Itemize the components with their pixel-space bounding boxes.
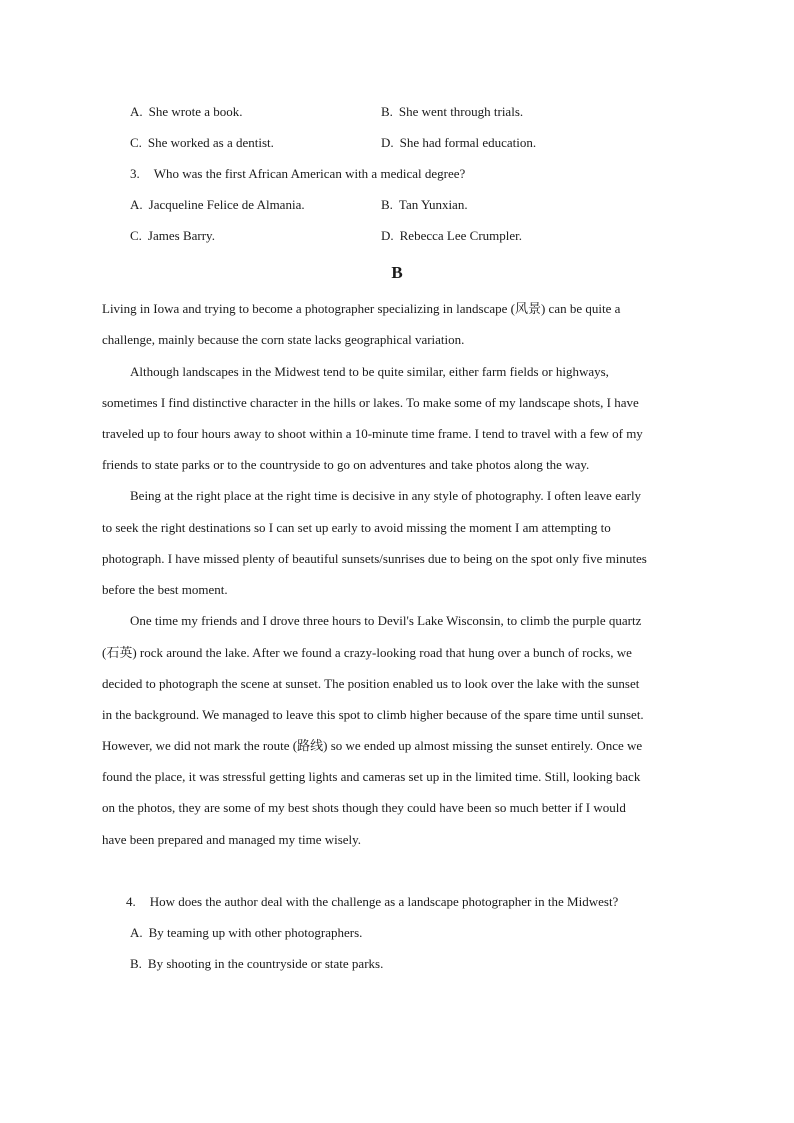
passage-line: have been prepared and managed my time wisely.: [102, 832, 362, 847]
passage-line: Being at the right place at the right time is decisive in any style of photography. I often leave early: [130, 488, 642, 503]
q3-option-b: [381, 196, 468, 214]
question-3: [130, 165, 465, 183]
question-number: 3.: [130, 166, 140, 181]
option-letter: B.: [381, 104, 393, 119]
option-letter: B.: [130, 956, 142, 971]
passage-line: on the photos, they are some of my best shots though they could have been so much better if I would: [102, 800, 626, 815]
option-letter: D.: [381, 228, 394, 243]
q2-option-d: [381, 134, 536, 152]
option-text: By shooting in the countryside or state parks.: [147, 956, 384, 971]
option-letter: C.: [130, 135, 142, 150]
passage-line: photograph. I have missed plenty of beautiful sunsets/sunrises due to being on the spot only five minutes: [102, 551, 647, 566]
passage-line: friends to state parks or to the countryside to go on adventures and take photos along the way.: [102, 457, 590, 472]
passage-line: One time my friends and I drove three hours to Devil's Lake Wisconsin, to climb the purple quartz: [130, 613, 642, 628]
option-letter: A.: [130, 197, 143, 212]
option-text: She had formal education.: [399, 135, 537, 150]
q3-option-c: [130, 227, 215, 245]
q3-option-d: [381, 227, 522, 245]
option-text: She wrote a book.: [148, 104, 243, 119]
passage-line: in the background. We managed to leave this spot to climb higher because of the spare time until sunset.: [102, 707, 644, 722]
q2-option-b: [381, 103, 523, 121]
passage-line: traveled up to four hours away to shoot within a 10-minute time frame. I tend to travel with a few of my: [102, 426, 643, 441]
q2-option-a: [130, 103, 243, 121]
question-4: [126, 893, 618, 911]
option-text: Rebecca Lee Crumpler.: [399, 228, 522, 243]
passage-line: to seek the right destinations so I can set up early to avoid missing the moment I am attempting to: [102, 520, 611, 535]
question-number: 4.: [126, 894, 136, 909]
passage-line: found the place, it was stressful getting lights and cameras set up in the limited time. Still, looking back: [102, 769, 641, 784]
q4-option-a: [130, 924, 362, 942]
passage-line: challenge, mainly because the corn state lacks geographical variation.: [102, 332, 465, 347]
question-text: How does the author deal with the challenge as a landscape photographer in the Midwest?: [149, 894, 619, 909]
q4-option-b: [130, 955, 383, 973]
option-text: She worked as a dentist.: [147, 135, 274, 150]
q2-option-c: [130, 134, 274, 152]
option-text: She went through trials.: [398, 104, 524, 119]
passage-line: before the best moment.: [102, 582, 228, 597]
passage-line: Although landscapes in the Midwest tend to be quite similar, either farm fields or highways,: [130, 364, 609, 379]
passage-line: (石英) rock around the lake. After we found a crazy-looking road that hung over a bunch of rocks, we: [102, 645, 632, 660]
option-letter: C.: [130, 228, 142, 243]
option-text: Jacqueline Felice de Almania.: [148, 197, 305, 212]
passage-line: decided to photograph the scene at sunset. The position enabled us to look over the lake with the sunset: [102, 676, 640, 691]
option-letter: D.: [381, 135, 394, 150]
q3-option-a: [130, 196, 305, 214]
option-text: Tan Yunxian.: [398, 197, 468, 212]
option-letter: B.: [381, 197, 393, 212]
section-heading: B: [391, 263, 403, 282]
option-text: James Barry.: [147, 228, 215, 243]
passage-line: However, we did not mark the route (路线) so we ended up almost missing the sunset entirely. Once we: [102, 738, 643, 753]
question-text: Who was the first African American with a medical degree?: [153, 166, 466, 181]
passage-line: sometimes I find distinctive character in the hills or lakes. To make some of my landscape shots, I have: [102, 395, 639, 410]
option-letter: A.: [130, 925, 143, 940]
option-text: By teaming up with other photographers.: [148, 925, 363, 940]
option-letter: A.: [130, 104, 143, 119]
passage-line: Living in Iowa and trying to become a photographer specializing in landscape (风景) can be quite a: [102, 301, 621, 316]
